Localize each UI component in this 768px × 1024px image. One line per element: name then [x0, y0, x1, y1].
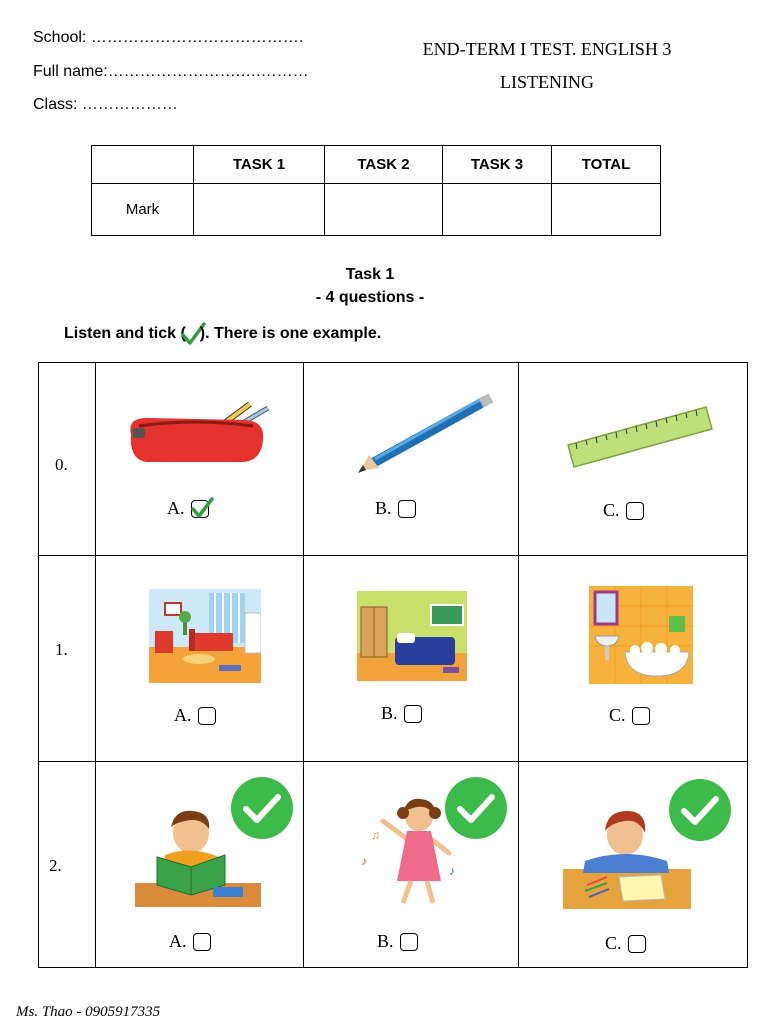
test-title: END-TERM I TEST. ENGLISH 3	[422, 39, 672, 59]
option-2-a-checkbox[interactable]	[193, 933, 211, 951]
full-name-field: Full name:…………………….….………	[33, 63, 309, 80]
checkmark-icon	[190, 497, 214, 519]
footer-credit: Ms. Thao - 0905917335	[16, 1004, 161, 1020]
option-2-c-checkbox[interactable]	[628, 935, 646, 953]
mark-table-header-task1: TASK 1	[194, 146, 325, 184]
option-2-c[interactable]	[605, 933, 646, 954]
svg-text:♪: ♪	[361, 854, 367, 868]
option-0-c-checkbox[interactable]	[626, 502, 644, 520]
svg-text:♪: ♪	[449, 864, 455, 878]
option-1-b-label: B.	[381, 703, 398, 723]
option-2-a-label: A.	[169, 931, 187, 951]
bathroom-icon	[589, 586, 693, 684]
mark-table-header-blank	[92, 146, 194, 184]
mark-table-header-task2: TASK 2	[325, 146, 443, 184]
option-1-a-label: A.	[174, 705, 192, 725]
instruction-prefix: Listen and tick (	[64, 325, 186, 342]
option-2-b-checkbox[interactable]	[400, 933, 418, 951]
option-0-c-label: C.	[603, 500, 620, 520]
pencil-icon	[355, 393, 495, 473]
task-instruction	[64, 322, 381, 346]
question-number-1: 1.	[55, 640, 68, 659]
task-title: Task 1	[345, 266, 395, 283]
class-field: Class: ………………	[33, 96, 178, 113]
pencil-case-icon	[125, 396, 273, 468]
mark-table-header-total: TOTAL	[552, 146, 661, 184]
option-0-a[interactable]	[167, 498, 209, 519]
mark-cell-task3[interactable]	[443, 184, 552, 236]
mark-table-header-task3: TASK 3	[443, 146, 552, 184]
option-2-b-label: B.	[377, 931, 394, 951]
option-0-a-checkbox[interactable]	[191, 500, 209, 518]
question-number-0: 0.	[55, 455, 68, 474]
mark-cell-total[interactable]	[552, 184, 661, 236]
svg-text:♫: ♫	[371, 828, 380, 842]
option-0-b[interactable]	[375, 498, 416, 519]
check-badge-icon	[229, 775, 295, 841]
living-room-icon	[149, 589, 261, 683]
check-badge-icon	[667, 777, 733, 843]
ruler-icon	[564, 401, 714, 473]
mark-cell-task2[interactable]	[325, 184, 443, 236]
question-number-2: 2.	[49, 856, 62, 875]
task-subtitle: - 4 questions -	[315, 289, 425, 306]
option-1-b[interactable]	[381, 703, 422, 724]
option-2-a[interactable]	[169, 931, 211, 952]
option-1-c-checkbox[interactable]	[632, 707, 650, 725]
option-1-a[interactable]	[174, 705, 216, 726]
mark-cell-task1[interactable]	[194, 184, 325, 236]
test-subtitle: LISTENING	[500, 72, 594, 92]
school-field: School: ………………………………….	[33, 29, 304, 46]
instruction-suffix: ). There is one example.	[199, 325, 382, 342]
option-1-c[interactable]	[609, 705, 650, 726]
bedroom-icon	[357, 591, 467, 681]
option-0-b-label: B.	[375, 498, 392, 518]
option-1-a-checkbox[interactable]	[198, 707, 216, 725]
option-0-b-checkbox[interactable]	[398, 500, 416, 518]
option-1-c-label: C.	[609, 705, 626, 725]
option-2-b[interactable]	[377, 931, 418, 952]
check-badge-icon	[443, 775, 509, 841]
option-0-a-label: A.	[167, 498, 185, 518]
option-2-c-label: C.	[605, 933, 622, 953]
option-1-b-checkbox[interactable]	[404, 705, 422, 723]
option-0-c[interactable]	[603, 500, 644, 521]
mark-row-label: Mark	[92, 184, 194, 236]
mark-table	[91, 145, 661, 236]
question-grid	[38, 362, 748, 968]
